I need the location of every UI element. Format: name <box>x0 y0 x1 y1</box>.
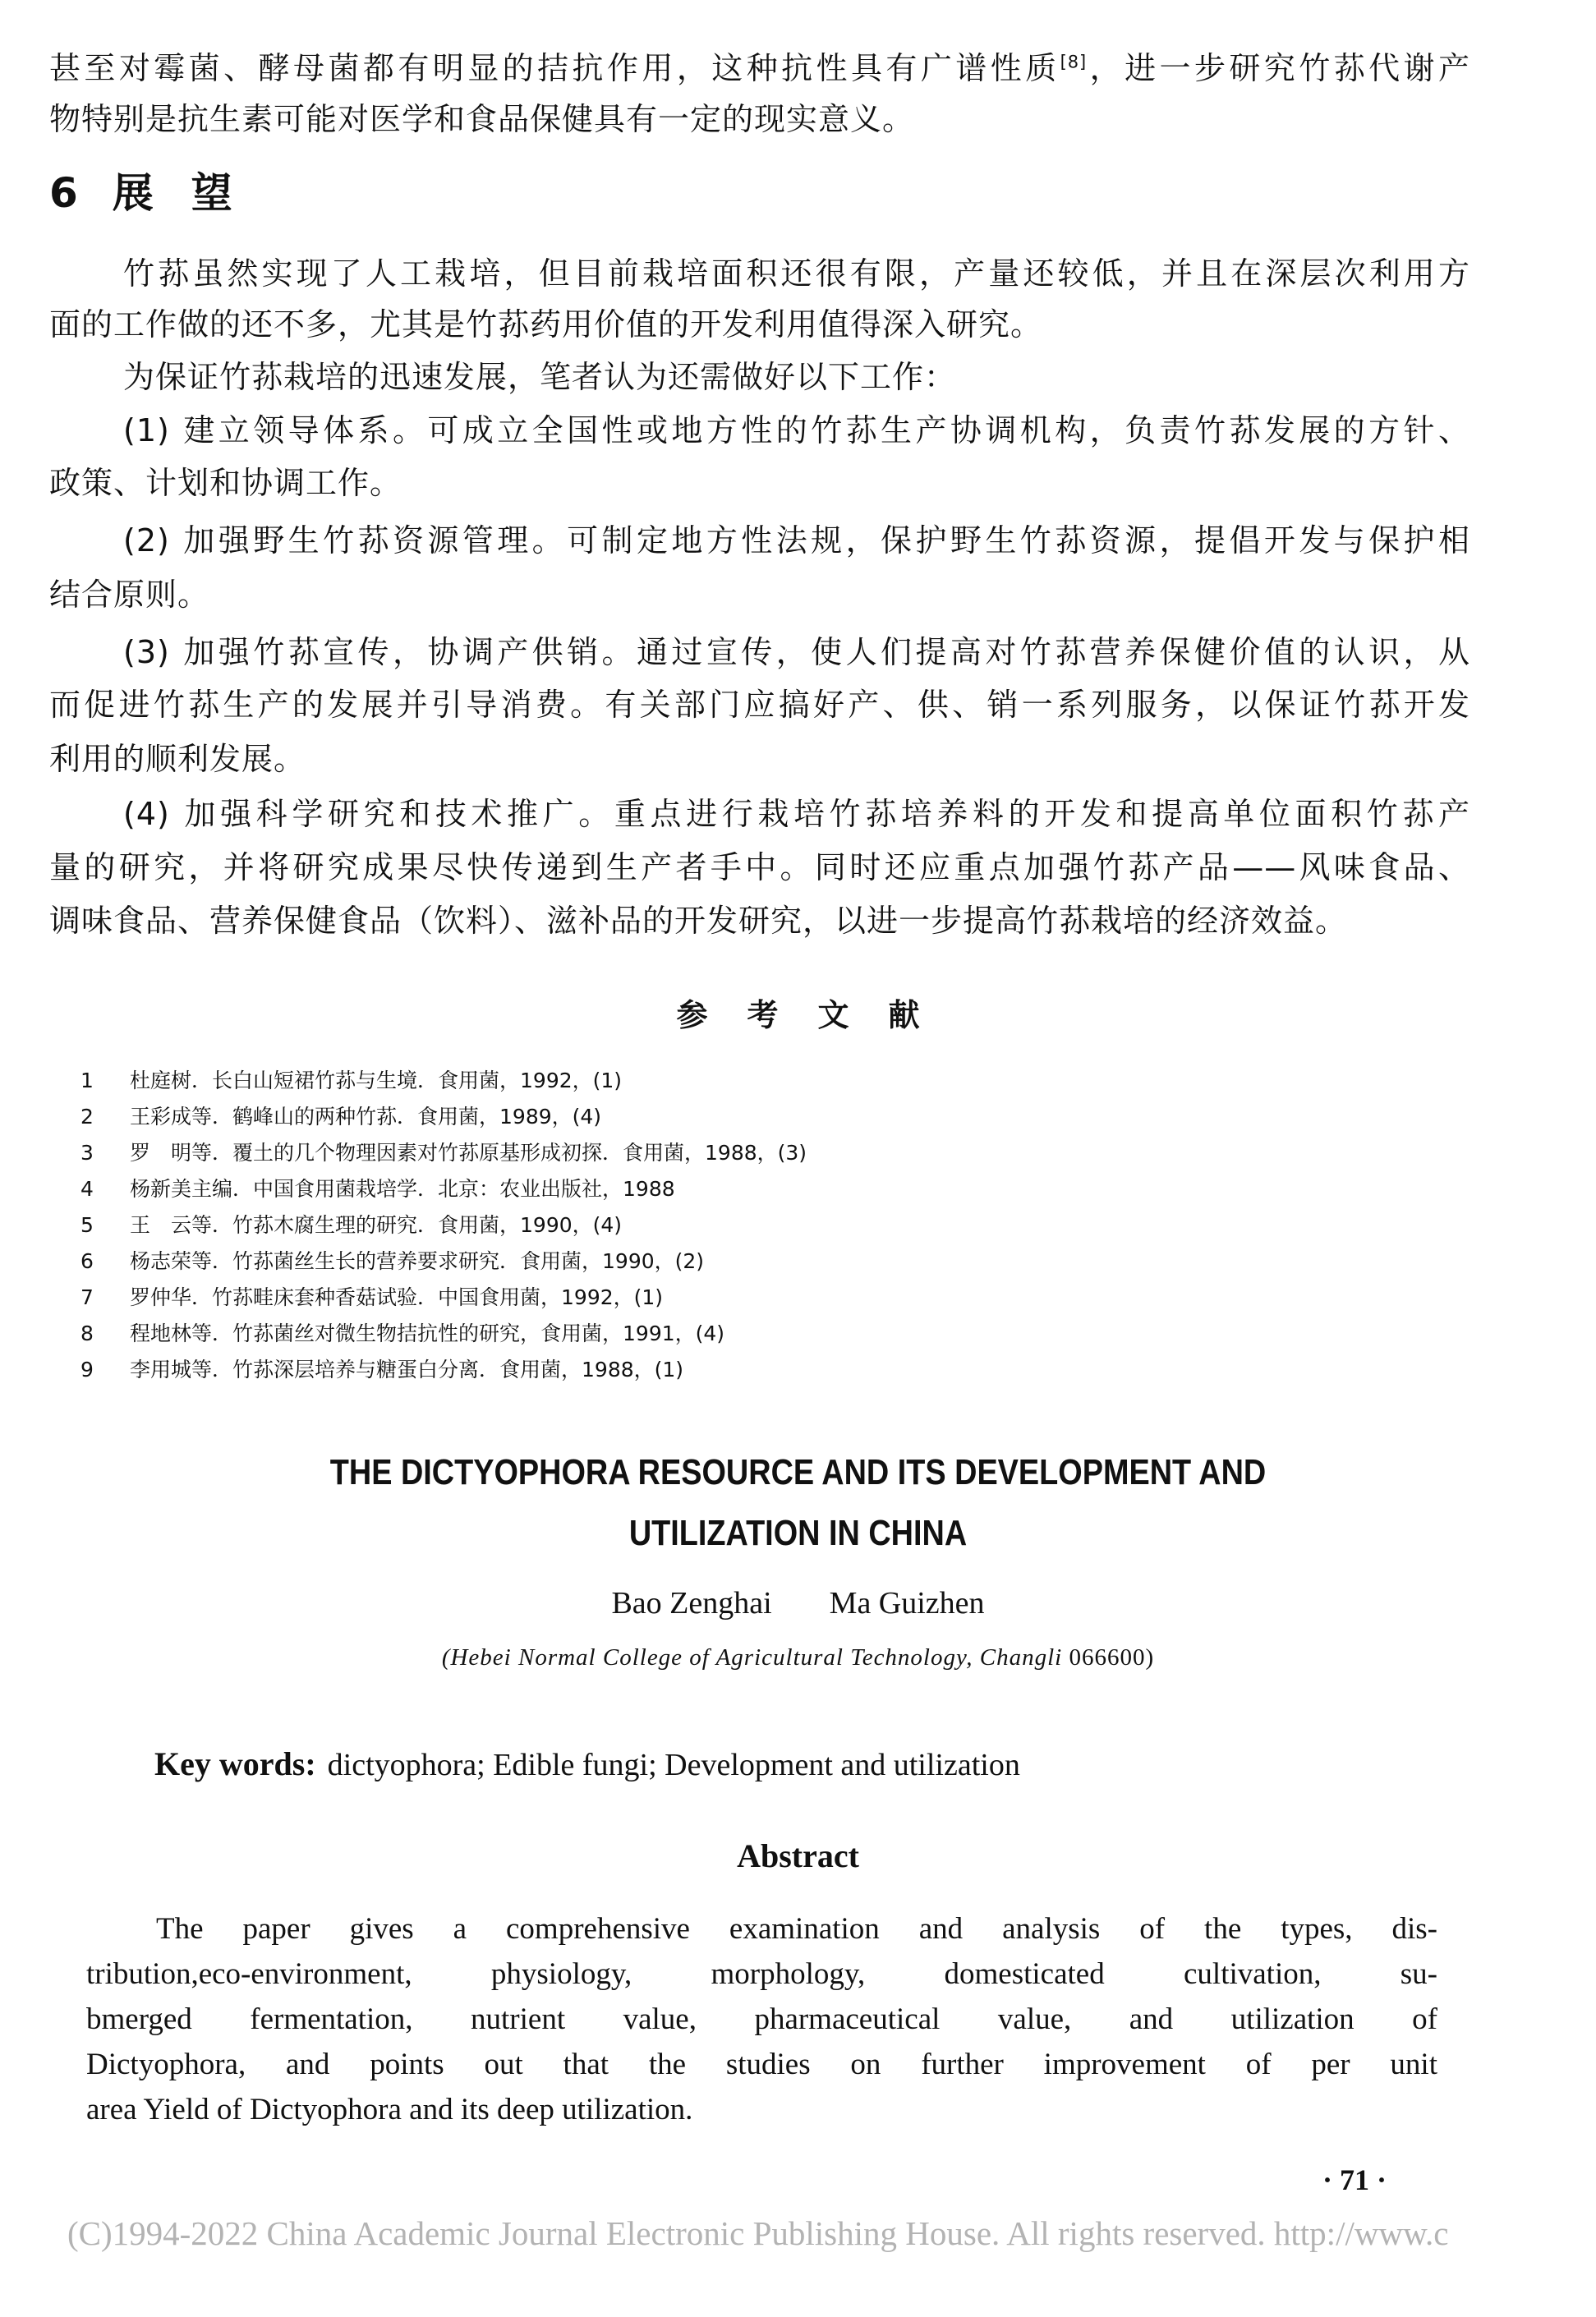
affiliation <box>0 1644 1596 1671</box>
reference-item <box>80 1354 683 1383</box>
keywords <box>154 1745 1020 1783</box>
abstract-line: Dictyophora, and points out that the studies on further improvement of per unit <box>86 2048 1437 2081</box>
citation-ref[interactable]: [8] <box>1060 52 1088 72</box>
section-heading <box>49 160 236 219</box>
reference-text: 罗仲华．竹荪畦床套种香菇试验．中国食用菌，1992，(1) <box>130 1285 664 1309</box>
reference-number: 2 <box>80 1105 94 1129</box>
continuation-tail: ，进一步研究竹荪代谢产 <box>1087 50 1470 86</box>
reference-text: 罗 明等．覆土的几个物理因素对竹荪原基形成初探．食用菌，1988，(3) <box>130 1141 807 1165</box>
reference-number: 3 <box>80 1141 94 1165</box>
continuation-line-2: 物特别是抗生素可能对医学和食品保健具有一定的现实意义。 <box>49 101 915 137</box>
list-item-2-line: (2) 加强野生竹荪资源管理。可制定地方性法规，保护野生竹荪资源，提倡开发与保护相 <box>123 522 1470 559</box>
list-item-4-line: 量的研究，并将研究成果尽快传递到生产者手中。同时还应重点加强竹荪产品——风味食品、 <box>49 849 1470 885</box>
list-item-2-line: 结合原则。 <box>49 577 210 613</box>
english-title-line-2: UTILIZATION IN CHINA <box>628 1513 968 1553</box>
affiliation-zip: 066600) <box>1069 1644 1155 1671</box>
page-number: · 71 · <box>1322 2163 1387 2196</box>
reference-text: 李用城等．竹荪深层培养与糖蛋白分离．食用菌，1988，(1) <box>130 1358 684 1381</box>
list-item-3-line: (3) 加强竹荪宣传，协调产供销。通过宣传，使人们提高对竹荪营养保健价值的认识，从 <box>123 634 1470 670</box>
list-item-1-line: (1) 建立领导体系。可成立全国性或地方性的竹荪生产协调机构，负责竹荪发展的方针、 <box>123 412 1470 448</box>
section-title-char: 展 <box>112 169 157 217</box>
list-item-1-line: 政策、计划和协调工作。 <box>49 465 402 501</box>
reference-item <box>80 1317 724 1347</box>
list-item-3-line: 而促进竹荪生产的发展并引导消费。有关部门应搞好产、供、销一系列服务，以保证竹荪开发 <box>49 687 1470 723</box>
authors <box>0 1585 1596 1621</box>
english-title-line-1: THE DICTYOPHORA RESOURCE AND ITS DEVELOPMENT AND <box>329 1452 1267 1492</box>
abstract-line: The paper gives a comprehensive examination and analysis of the types, dis- <box>156 1912 1437 1946</box>
reference-item <box>80 1209 622 1239</box>
reference-item <box>80 1281 663 1311</box>
reference-item <box>80 1173 675 1202</box>
reference-number: 7 <box>80 1285 94 1309</box>
continuation-line-1 <box>49 43 1470 88</box>
author-name: Bao Zenghai <box>611 1586 772 1621</box>
reference-text: 杨志荣等．竹荪菌丝生长的营养要求研究．食用菌，1990，(2) <box>130 1249 705 1273</box>
reference-number: 9 <box>80 1358 94 1381</box>
references-heading <box>0 990 1596 1035</box>
abstract-line: bmerged fermentation, nutrient value, pharmaceutical value, and utilization of <box>86 2002 1437 2036</box>
author-name: Ma Guizhen <box>829 1586 985 1621</box>
reference-text: 程地林等．竹荪菌丝对微生物拮抗性的研究，食用菌，1991，(4) <box>130 1322 725 1345</box>
heading-char: 献 <box>888 997 920 1033</box>
reference-item <box>80 1101 601 1130</box>
affiliation-text: (Hebei Normal College of Agricultural Technology, Changli <box>441 1644 1063 1671</box>
keywords-text: dictyophora; Edible fungi; Development and utilization <box>327 1748 1020 1782</box>
paragraph-line: 竹荪虽然实现了人工栽培，但目前栽培面积还很有限，产量还较低，并且在深层次利用方 <box>123 255 1470 292</box>
heading-char: 文 <box>817 997 849 1033</box>
reference-number: 1 <box>80 1069 94 1092</box>
heading-char: 考 <box>747 997 779 1033</box>
abstract-line: tribution,eco-environment, physiology, morphology, domesticated cultivation, su- <box>86 1957 1437 1991</box>
reference-item <box>80 1064 622 1094</box>
abstract-heading: Abstract <box>737 1837 859 1874</box>
list-item-4-line: (4) 加强科学研究和技术推广。重点进行栽培竹荪培养料的开发和提高单位面积竹荪产 <box>123 796 1470 832</box>
reference-item <box>80 1137 807 1166</box>
paragraph-line: 面的工作做的还不多，尤其是竹荪药用价值的开发利用值得深入研究。 <box>49 306 1043 342</box>
copyright-footer: (C)1994-2022 China Academic Journal Electronic Publishing House. All rights reserved. http://www.c <box>67 2214 1449 2252</box>
reference-text: 杜庭树．长白山短裙竹荪与生境．食用菌，1992，(1) <box>130 1069 623 1092</box>
reference-number: 8 <box>80 1322 94 1345</box>
list-item-3-line: 利用的顺利发展。 <box>49 741 306 777</box>
reference-item <box>80 1245 704 1275</box>
reference-text: 王彩成等．鹤峰山的两种竹荪．食用菌，1989，(4) <box>130 1105 602 1129</box>
paragraph-line: 为保证竹荪栽培的迅速发展，笔者认为还需做好以下工作： <box>123 359 957 395</box>
list-item-4-line: 调味食品、营养保健食品（饮料）、滋补品的开发研究，以进一步提高竹荪栽培的经济效益。 <box>49 903 1348 939</box>
reference-text: 王 云等．竹荪木腐生理的研究．食用菌，1990，(4) <box>130 1213 623 1237</box>
continuation-text: 甚至对霉菌、酵母菌都有明显的拮抗作用，这种抗性具有广谱性质 <box>49 50 1060 86</box>
reference-number: 6 <box>80 1249 94 1273</box>
keywords-label: Key words: <box>154 1745 316 1782</box>
abstract-line: area Yield of Dictyophora and its deep utilization. <box>86 2093 693 2126</box>
section-number: 6 <box>49 169 81 217</box>
reference-number: 4 <box>80 1177 94 1201</box>
reference-number: 5 <box>80 1213 94 1237</box>
section-title-char: 望 <box>191 169 236 217</box>
heading-char: 参 <box>676 997 708 1033</box>
reference-text: 杨新美主编．中国食用菌栽培学．北京：农业出版社，1988 <box>130 1177 675 1201</box>
